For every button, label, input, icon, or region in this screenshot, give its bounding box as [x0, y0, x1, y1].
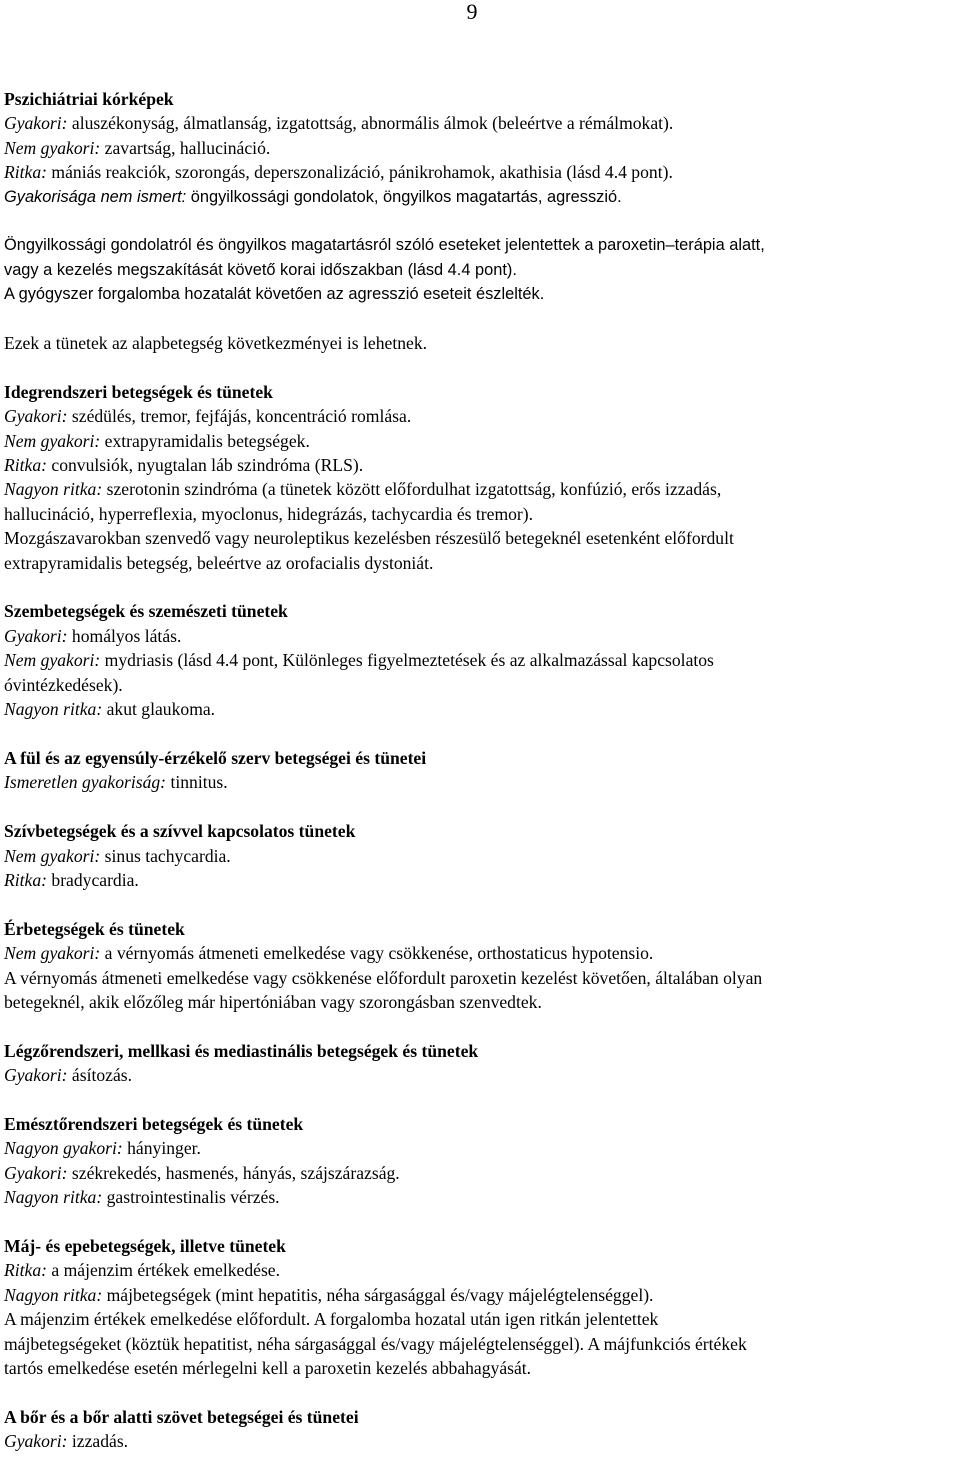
frequency-label: Ismeretlen gyakoriság:	[4, 772, 167, 793]
line-text: betegeknél, akik előzőleg már hipertóniában vagy szorongásban szenvedtek.	[4, 991, 542, 1012]
frequency-label: Ritka:	[4, 162, 47, 183]
text-line	[4, 1258, 948, 1282]
text-line	[4, 111, 948, 135]
text-line	[4, 282, 948, 306]
text-line	[4, 868, 948, 892]
text-line	[4, 966, 948, 990]
text-line	[4, 1332, 948, 1356]
paragraph-gap	[4, 1088, 948, 1112]
text-line	[4, 258, 948, 282]
text-line	[4, 1136, 948, 1160]
line-text: mydriasis (lásd 4.4 pont, Különleges figyelmeztetések és az alkalmazással kapcsolatos	[100, 650, 714, 671]
text-line	[4, 160, 948, 184]
text-line	[4, 844, 948, 868]
text-line	[4, 1356, 948, 1380]
line-text: Pszichiátriai kórképek	[4, 89, 174, 109]
text-line	[4, 1283, 948, 1307]
line-text: májbetegségeket (köztük hepatitist, néha sárgasággal és/vagy májelégtelenséggel). A májfunkciós értékek	[4, 1333, 747, 1354]
line-text: izzadás.	[67, 1431, 129, 1452]
line-text: öngyilkossági gondolatok, öngyilkos magatartás, agresszió.	[186, 187, 622, 206]
line-text: vagy a kezelés megszakítását követő korai időszakban (lásd 4.4 pont).	[4, 260, 517, 279]
line-text: Emésztőrendszeri betegségek és tünetek	[4, 1113, 304, 1134]
line-text: gastrointestinalis vérzés.	[102, 1187, 280, 1208]
line-text: Ezek a tünetek az alapbetegség következményei is lehetnek.	[4, 333, 428, 354]
frequency-label: Gyakori:	[4, 113, 68, 134]
line-text: tinnitus.	[166, 772, 228, 793]
paragraph-gap	[4, 1014, 948, 1038]
line-text: Idegrendszeri betegségek és tünetek	[4, 381, 273, 402]
paragraph-gap	[4, 722, 948, 746]
text-line	[4, 136, 948, 160]
line-text: sinus tachycardia.	[100, 845, 231, 866]
text-line	[4, 551, 948, 575]
frequency-label: Ritka:	[4, 869, 47, 890]
paragraph-gap	[4, 575, 948, 599]
line-text: Mozgászavarokban szenvedő vagy neuroleptikus kezelésben részesülő betegeknél esetenként előfordult	[4, 528, 734, 549]
frequency-label: Gyakorisága nem ismert:	[4, 187, 187, 206]
frequency-label: Nagyon gyakori:	[4, 1138, 123, 1159]
frequency-label: Ritka:	[4, 455, 47, 476]
section-heading	[4, 599, 948, 623]
text-line	[4, 1161, 948, 1185]
line-text: a májenzim értékek emelkedése.	[47, 1260, 280, 1281]
frequency-label: Nem gyakori:	[4, 137, 101, 158]
line-text: óvintézkedések).	[4, 674, 123, 695]
line-text: A gyógyszer forgalomba hozatalát követően az agresszió eseteit észlelték.	[4, 285, 545, 304]
line-text: extrapyramidalis betegség, beleértve az orofacialis dystoniát.	[4, 552, 434, 573]
text-line	[4, 697, 948, 721]
paragraph-gap	[4, 1210, 948, 1234]
text-line	[4, 233, 948, 257]
line-text: Máj- és epebetegségek, illetve tünetek	[4, 1235, 286, 1256]
text-line	[4, 1429, 948, 1453]
text-line	[4, 502, 948, 526]
section-heading	[4, 819, 948, 843]
line-text: Légzőrendszeri, mellkasi és mediastinális betegségek és tünetek	[4, 1040, 479, 1061]
line-text: szerotonin szindróma (a tünetek között előfordulhat izgatottság, konfúzió, erős izzadás,	[102, 479, 722, 500]
text-line	[4, 941, 948, 965]
line-text: mániás reakciók, szorongás, deperszonalizáció, pánikrohamok, akathisia (lásd 4.4 pont).	[47, 162, 673, 183]
frequency-label: Gyakori:	[4, 625, 68, 646]
text-line	[4, 624, 948, 648]
text-line	[4, 770, 948, 794]
section-heading	[4, 746, 948, 770]
line-text: convulsiók, nyugtalan láb szindróma (RLS).	[47, 455, 364, 476]
line-text: székrekedés, hasmenés, hányás, szájszárazság.	[67, 1162, 400, 1183]
text-line	[4, 1307, 948, 1331]
section-heading	[4, 1112, 948, 1136]
line-text: Szembetegségek és szemészeti tünetek	[4, 601, 288, 622]
text-line	[4, 477, 948, 501]
paragraph-gap	[4, 355, 948, 379]
line-text: ásítozás.	[67, 1065, 133, 1086]
line-text: A fül és az egyensúly-érzékelő szerv betegségei és tünetei	[4, 747, 427, 768]
line-text: extrapyramidalis betegségek.	[100, 430, 310, 451]
line-text: akut glaukoma.	[102, 699, 216, 720]
paragraph-gap	[4, 1380, 948, 1404]
text-line	[4, 429, 948, 453]
line-text: szédülés, tremor, fejfájás, koncentráció romlása.	[67, 406, 412, 427]
line-text: Öngyilkossági gondolatról és öngyilkos magatartásról szóló eseteket jelentettek a paroxetin–terápia alatt,	[4, 236, 765, 255]
text-line	[4, 453, 948, 477]
line-text: A májenzim értékek emelkedése előfordult. A forgalomba hozatal után igen ritkán jelentettek	[4, 1309, 659, 1330]
document-body	[4, 87, 948, 1454]
paragraph-gap	[4, 892, 948, 916]
frequency-label: Nem gyakori:	[4, 430, 101, 451]
text-line	[4, 1063, 948, 1087]
section-heading	[4, 1405, 948, 1429]
line-text: bradycardia.	[47, 869, 139, 890]
frequency-label: Nagyon ritka:	[4, 1284, 103, 1305]
page-number: 9	[466, 0, 478, 24]
paragraph-gap	[4, 307, 948, 331]
line-text: Érbetegségek és tünetek	[4, 918, 185, 939]
text-line	[4, 331, 948, 355]
section-heading	[4, 87, 948, 111]
frequency-label: Gyakori:	[4, 1065, 68, 1086]
frequency-label: Nagyon ritka:	[4, 1187, 103, 1208]
frequency-label: Gyakori:	[4, 406, 68, 427]
frequency-label: Gyakori:	[4, 1431, 68, 1452]
section-heading	[4, 380, 948, 404]
line-text: májbetegségek (mint hepatitis, néha sárgasággal és/vagy májelégtelenséggel).	[102, 1284, 654, 1305]
paragraph-gap	[4, 795, 948, 819]
frequency-label: Nem gyakori:	[4, 650, 101, 671]
text-line	[4, 404, 948, 428]
line-text: aluszékonyság, álmatlanság, izgatottság, abnormális álmok (beleértve a rémálmokat).	[67, 113, 674, 134]
frequency-label: Ritka:	[4, 1260, 47, 1281]
text-line	[4, 185, 948, 209]
line-text: A bőr és a bőr alatti szövet betegségei és tünetei	[4, 1406, 359, 1427]
line-text: zavartság, hallucináció.	[100, 137, 271, 158]
line-text: A vérnyomás átmeneti emelkedése vagy csökkenése előfordult paroxetin kezelést követően, általában olyan	[4, 967, 763, 988]
text-line	[4, 648, 948, 672]
line-text: a vérnyomás átmeneti emelkedése vagy csökkenése, orthostaticus hypotensio.	[100, 943, 654, 964]
paragraph-gap	[4, 209, 948, 233]
frequency-label: Nagyon ritka:	[4, 479, 103, 500]
frequency-label: Nem gyakori:	[4, 845, 101, 866]
frequency-label: Nagyon ritka:	[4, 699, 103, 720]
line-text: tartós emelkedése esetén mérlegelni kell a paroxetin kezelés abbahagyását.	[4, 1357, 532, 1378]
text-line	[4, 526, 948, 550]
frequency-label: Nem gyakori:	[4, 943, 101, 964]
text-line	[4, 990, 948, 1014]
text-line	[4, 673, 948, 697]
section-heading	[4, 1039, 948, 1063]
line-text: homályos látás.	[67, 625, 182, 646]
section-heading	[4, 1234, 948, 1258]
line-text: hányinger.	[122, 1138, 201, 1159]
line-text: Szívbetegségek és a szívvel kapcsolatos tünetek	[4, 821, 356, 842]
section-heading	[4, 917, 948, 941]
frequency-label: Gyakori:	[4, 1162, 68, 1183]
text-line	[4, 1185, 948, 1209]
line-text: hallucináció, hyperreflexia, myoclonus, hidegrázás, tachycardia és tremor).	[4, 503, 534, 524]
